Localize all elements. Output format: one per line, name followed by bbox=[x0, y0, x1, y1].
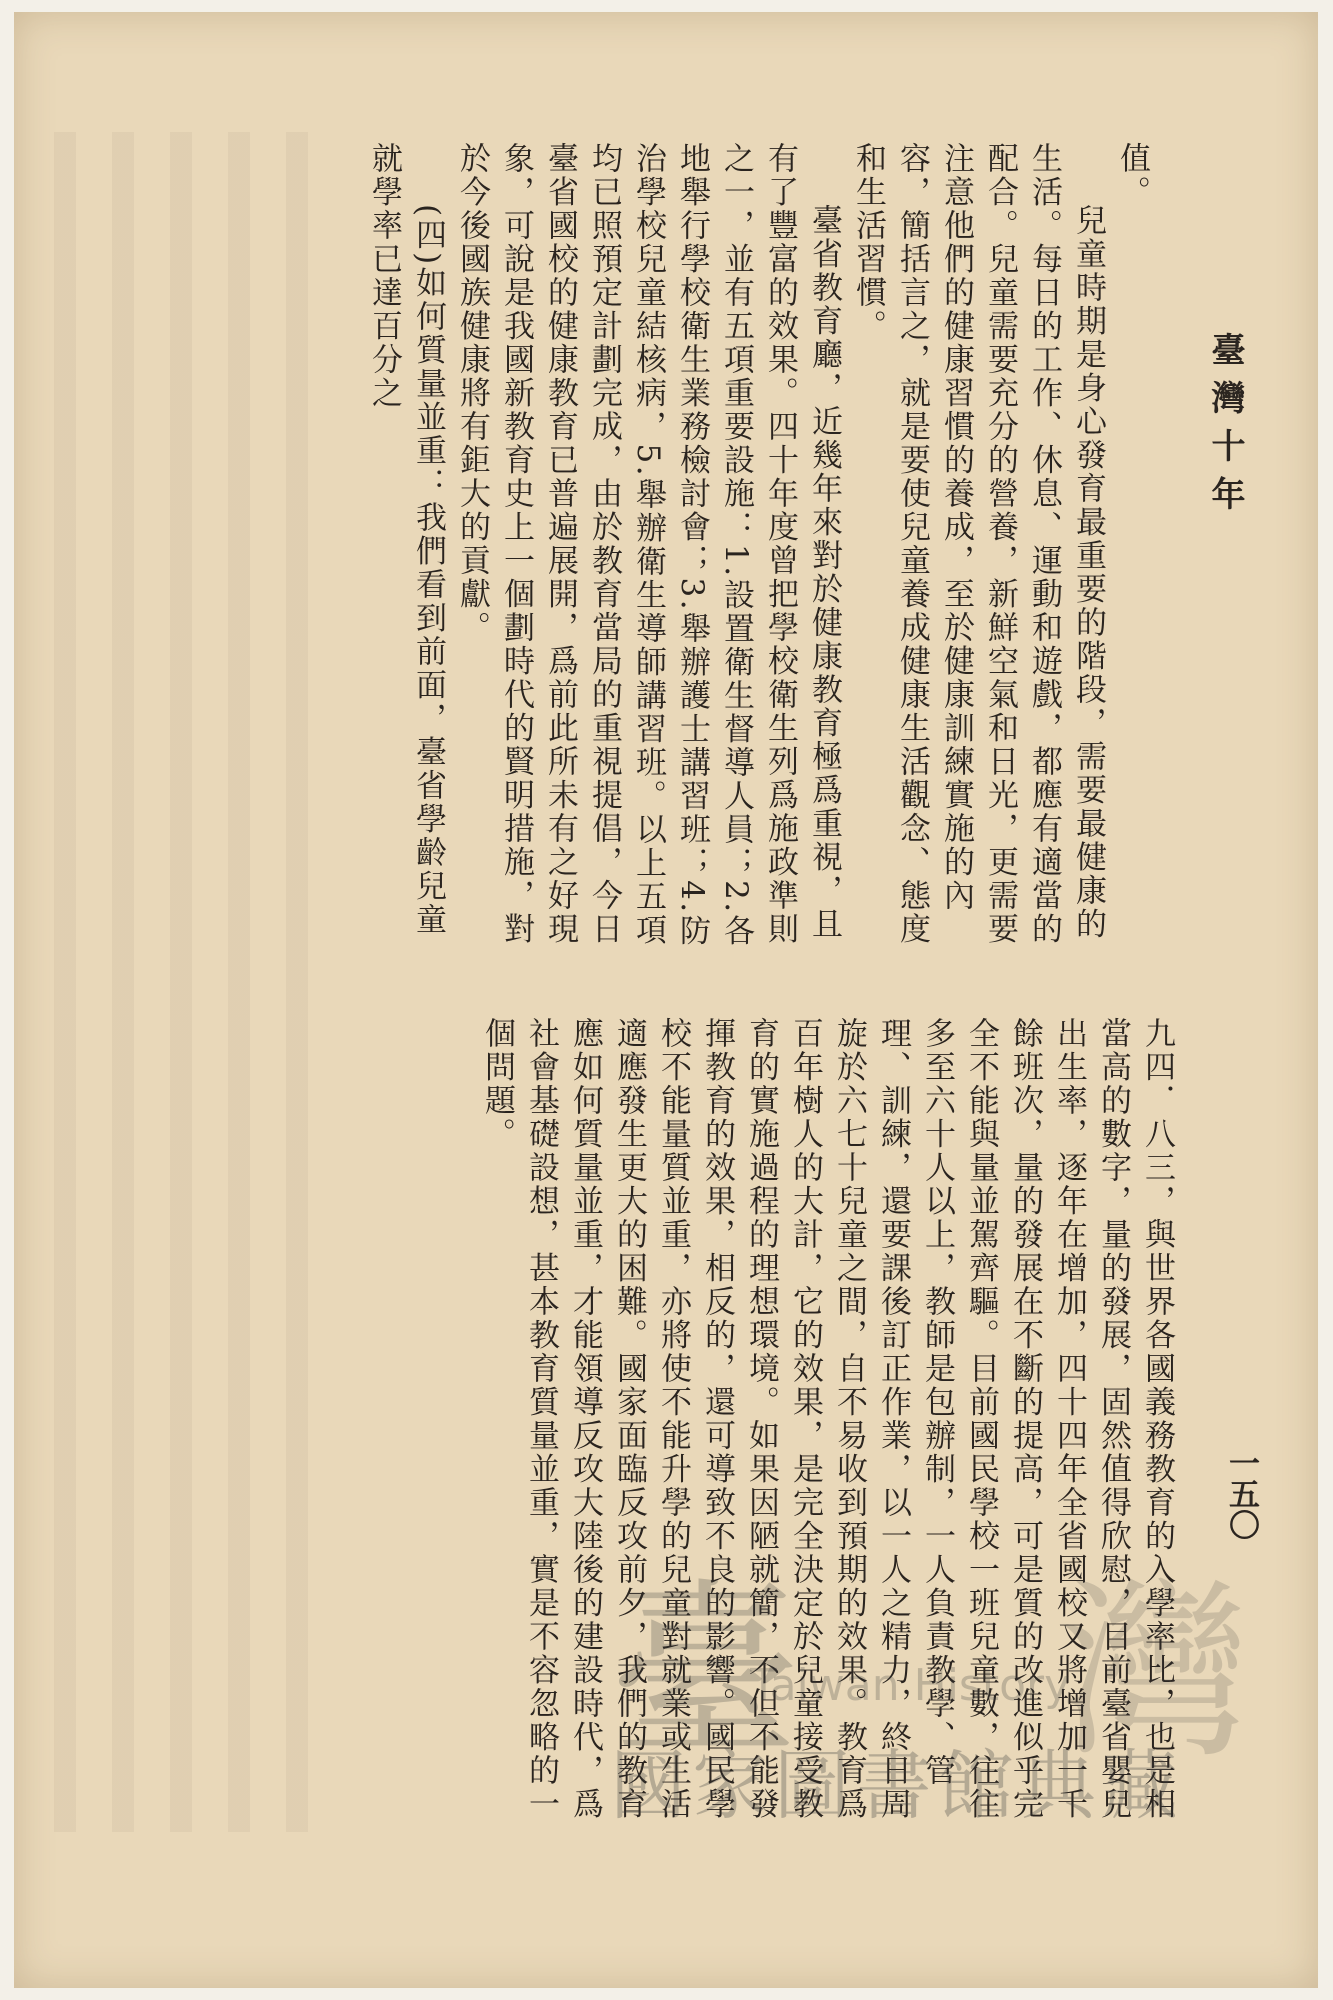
show-through-text bbox=[54, 132, 314, 1832]
paragraph: 臺省教育廳，近幾年來對於健康教育極爲重視，且有了豐富的效果。四十年度曾把學校衛生列爲施政準則之一，並有五項重要設施：1.設置衛生督導人員；2.各地舉行學校衛生業務檢討會；3.舉辦護士講習班；4.防治學校兒童結核病，5.舉辦衛生導師講習班。以上五項均已照預定計劃完成，由於教育當局的重視提倡，今日臺省國校的健康教育已普遍展開，爲前此所未有之好現象，可說是我國新教育史上一個劃時代的賢明措施，對於今後國族健康將有鉅大的貢獻。 bbox=[454, 142, 842, 949]
watermark-english: Taiwan History bbox=[750, 1660, 1071, 1711]
library-watermark bbox=[610, 1520, 1250, 1850]
paragraph: (四)如何質量並重：我們看到前面，臺省學齡兒童就學率已達百分之 bbox=[366, 142, 446, 937]
paragraph: 值。 bbox=[1114, 142, 1150, 209]
page-number: 一五〇 bbox=[1223, 1447, 1259, 1540]
paragraph: 九四．八三，與世界各國義務教育的入學率比，也是相當高的數字，量的發展，固然值得欣慰，目前臺省嬰兒出生率，逐年在增加，四十四年全省國校又將增加一千餘班次，量的發展在不斷的提高，可是質的改進似乎完全不能與量並駕齊驅。目前國民學校一班兒童數，往往多至六十人以上，教師是包辦制，一人負責教學、管理、訓練，還要課後訂正作業，以一人之精力，終日周旋於六七十兒童之間，自不易收到預期的效果。教育爲百年樹人的大計，它的效果，是完全決定於兒童接受教育的實施過程的理想環境。如果因陋就簡，不但不能發揮教育的效果，相反的，還可導致不良的影響。國民學校不能量質並重，亦將使不能升學的兒童對就業或生活適應發生更大的困難。國家面臨反攻前夕，我們的教育應如何質量並重，才能領導反攻大陸後的建設時代，爲社會基礎設想，甚本教育質量並重，實是不容忽略的一個問題。 bbox=[479, 1017, 1175, 1821]
running-header: 臺灣十年 bbox=[1205, 332, 1245, 524]
watermark-glyph: 臺 bbox=[610, 1562, 801, 1783]
text-column-top bbox=[366, 142, 1154, 962]
watermark-name: 國家圖書館典藏 bbox=[610, 1741, 1184, 1830]
paragraph: 兒童時期是身心發育最重要的階段，需要最健康的生活。每日的工作、休息、運動和遊戲，都應有適當的配合。兒童需要充分的營養，新鮮空氣和日光，更需要注意他們的健康習慣的養成，至於健康訓練實施的內容，簡括言之，就是要使兒童養成健康生活觀念、態度和生活習慣。 bbox=[850, 142, 1106, 946]
watermark-glyph: 灣 bbox=[1059, 1562, 1250, 1783]
